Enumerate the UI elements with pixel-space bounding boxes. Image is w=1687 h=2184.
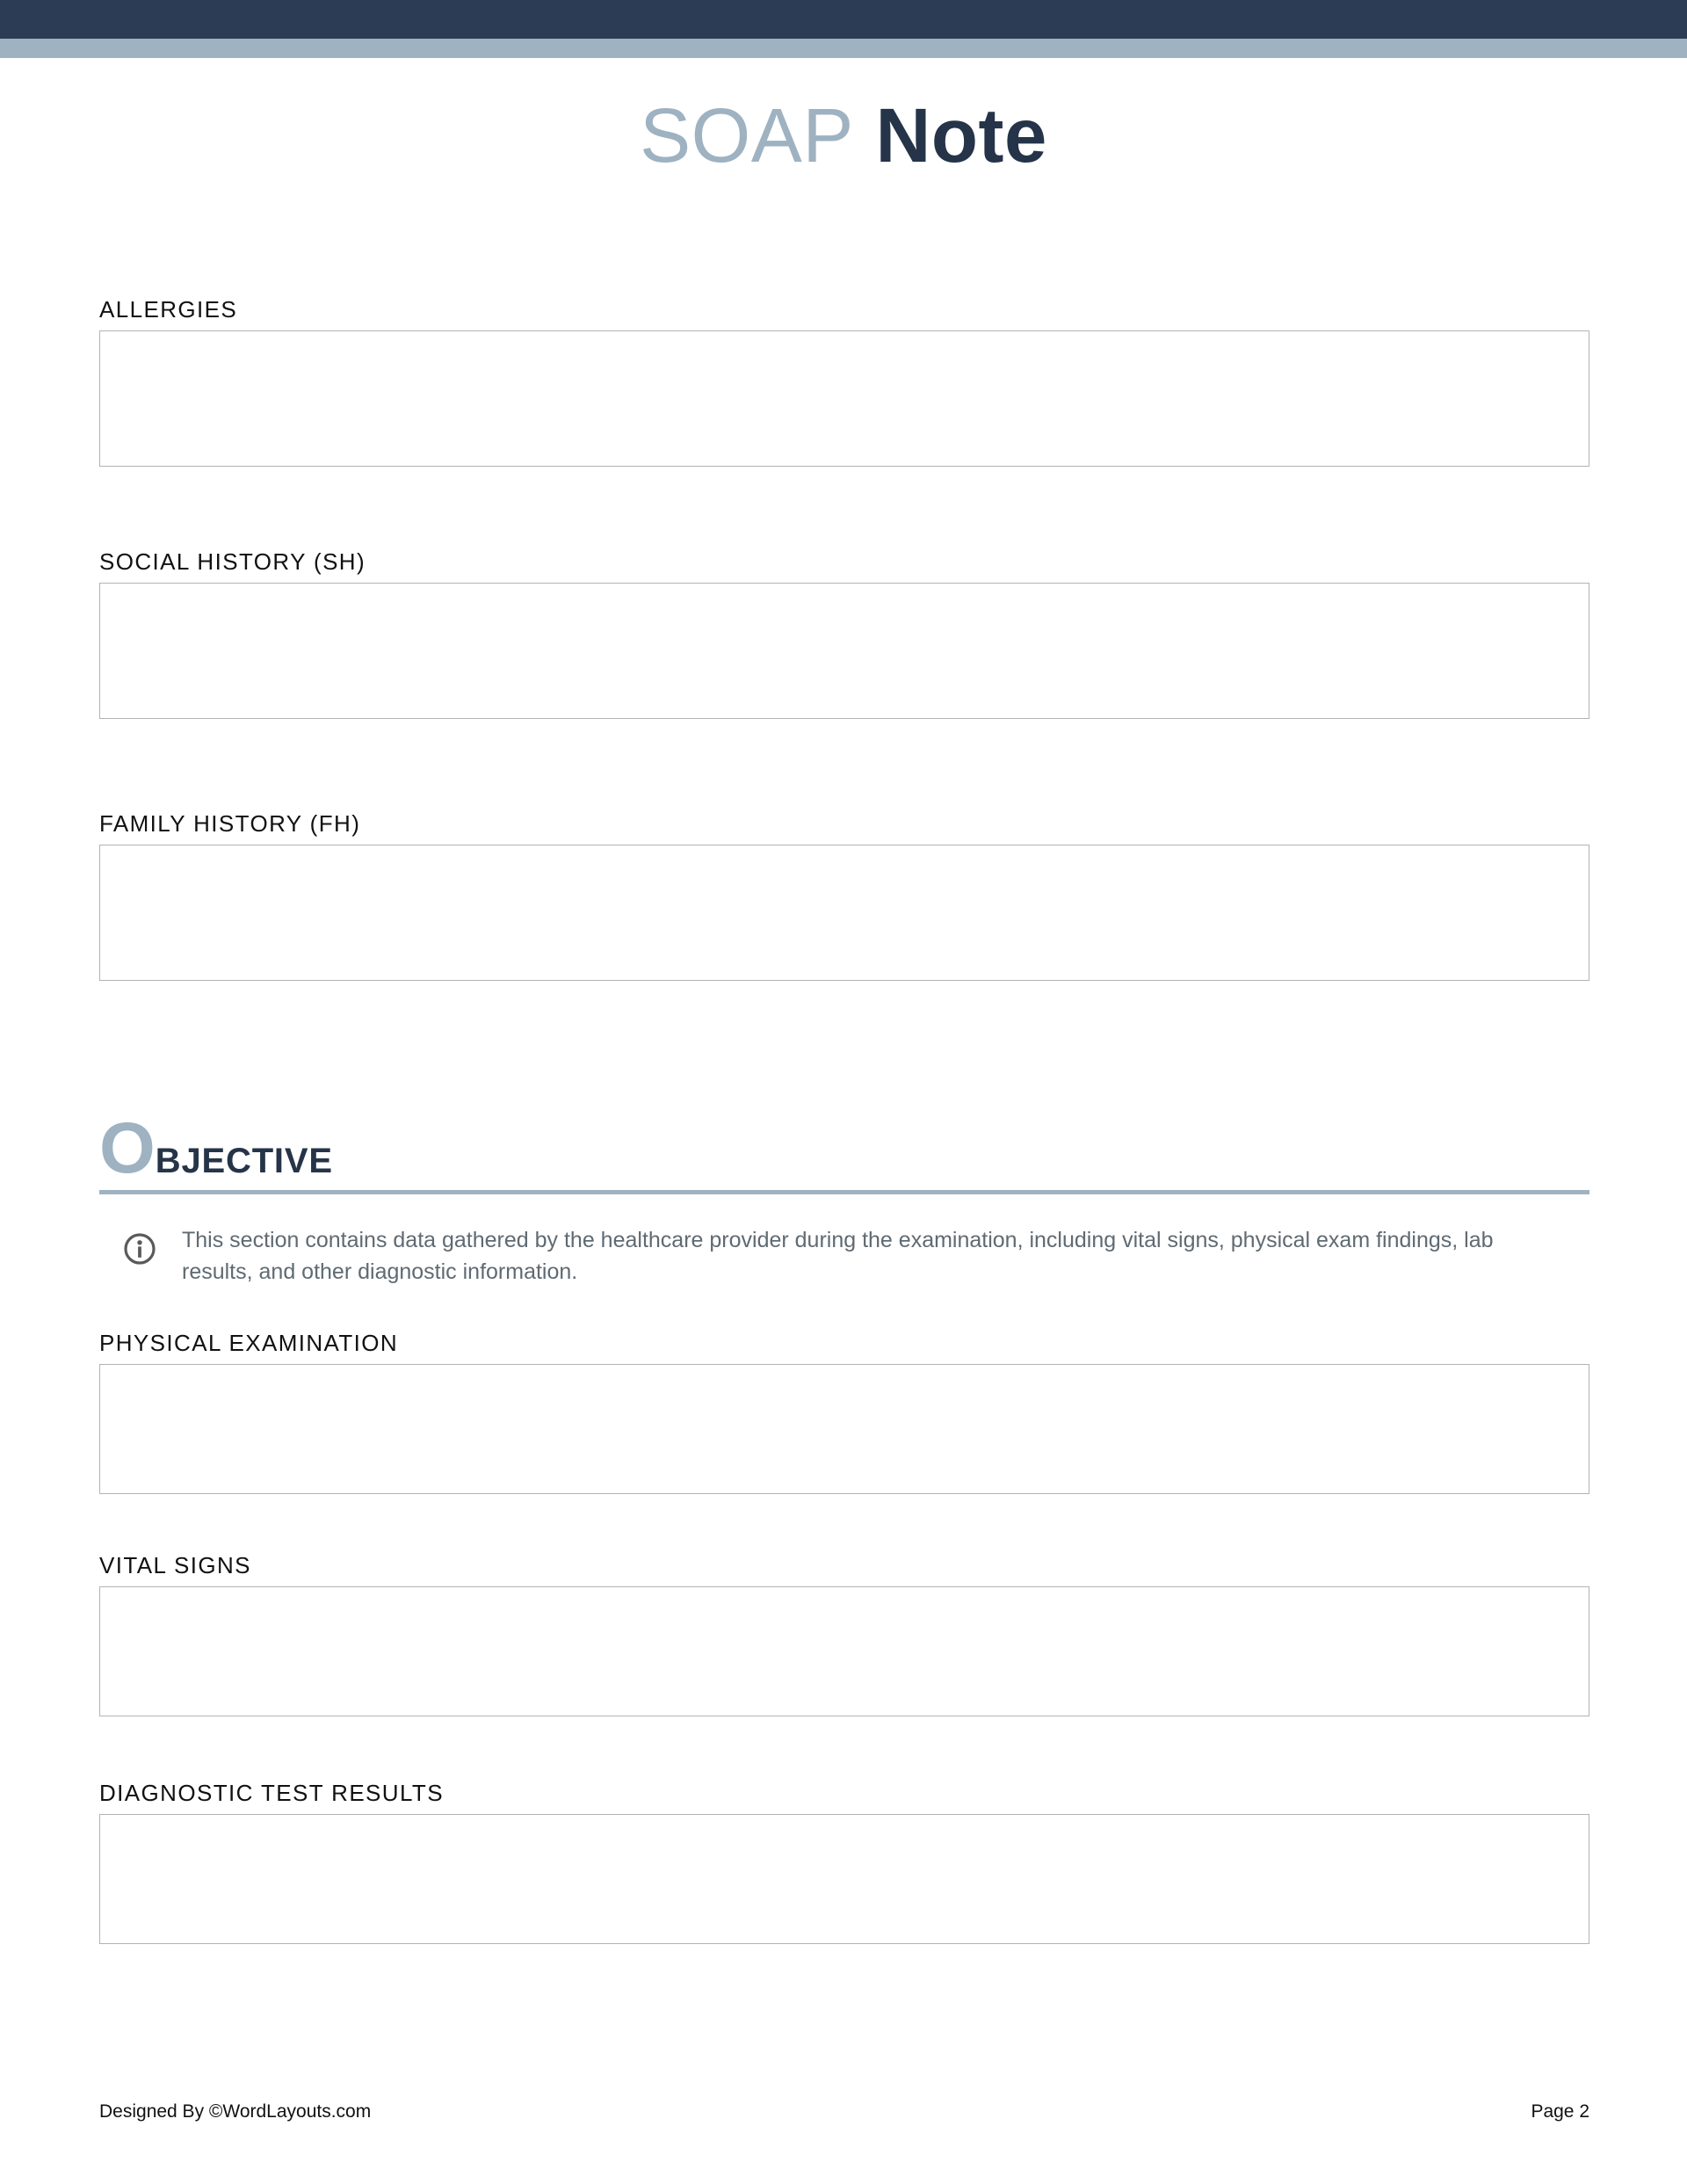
field-input-allergies[interactable] <box>99 330 1589 467</box>
header-banner-dark <box>0 0 1687 39</box>
field-label-allergies: ALLERGIES <box>99 296 238 323</box>
field-physical-examination <box>99 1329 1589 1494</box>
field-vital-signs <box>99 1551 1589 1716</box>
footer <box>99 2100 1589 2124</box>
field-label-social-history: SOCIAL HISTORY (SH) <box>99 548 366 575</box>
field-family-history <box>99 809 1589 981</box>
field-social-history <box>99 548 1589 719</box>
field-diagnostic-test-results <box>99 1779 1589 1944</box>
field-label-vital-signs: VITAL SIGNS <box>99 1552 251 1578</box>
field-input-vital-signs[interactable] <box>99 1586 1589 1716</box>
page-title <box>0 88 1687 185</box>
page-title-note: Note <box>875 93 1047 178</box>
field-input-family-history[interactable] <box>99 845 1589 981</box>
section-heading-objective <box>99 1108 1589 1194</box>
field-label-physical-examination: PHYSICAL EXAMINATION <box>99 1330 399 1356</box>
section-title-objective <box>99 1108 1589 1188</box>
section-note-objective <box>99 1224 1589 1288</box>
field-label-diagnostic-test-results: DIAGNOSTIC TEST RESULTS <box>99 1780 444 1806</box>
header-banner-light <box>0 39 1687 58</box>
footer-page-number: Page 2 <box>1531 2101 1589 2122</box>
section-divider-objective <box>99 1190 1589 1194</box>
field-input-physical-examination[interactable] <box>99 1364 1589 1494</box>
section-title-rest-objective: BJECTIVE <box>155 1142 333 1180</box>
section-note-text-objective: This section contains data gathered by the healthcare provider during the examination, including vital signs, physical exam findings, lab results, and other diagnostic information. <box>182 1228 1494 1284</box>
page-title-soap: SOAP <box>640 93 854 178</box>
footer-credit: Designed By ©WordLayouts.com <box>99 2101 372 2122</box>
info-icon <box>122 1231 157 1266</box>
field-input-diagnostic-test-results[interactable] <box>99 1814 1589 1944</box>
field-input-social-history[interactable] <box>99 583 1589 719</box>
field-label-family-history: FAMILY HISTORY (FH) <box>99 810 361 837</box>
section-dropcap-objective: O <box>99 1108 156 1188</box>
field-allergies <box>99 295 1589 467</box>
